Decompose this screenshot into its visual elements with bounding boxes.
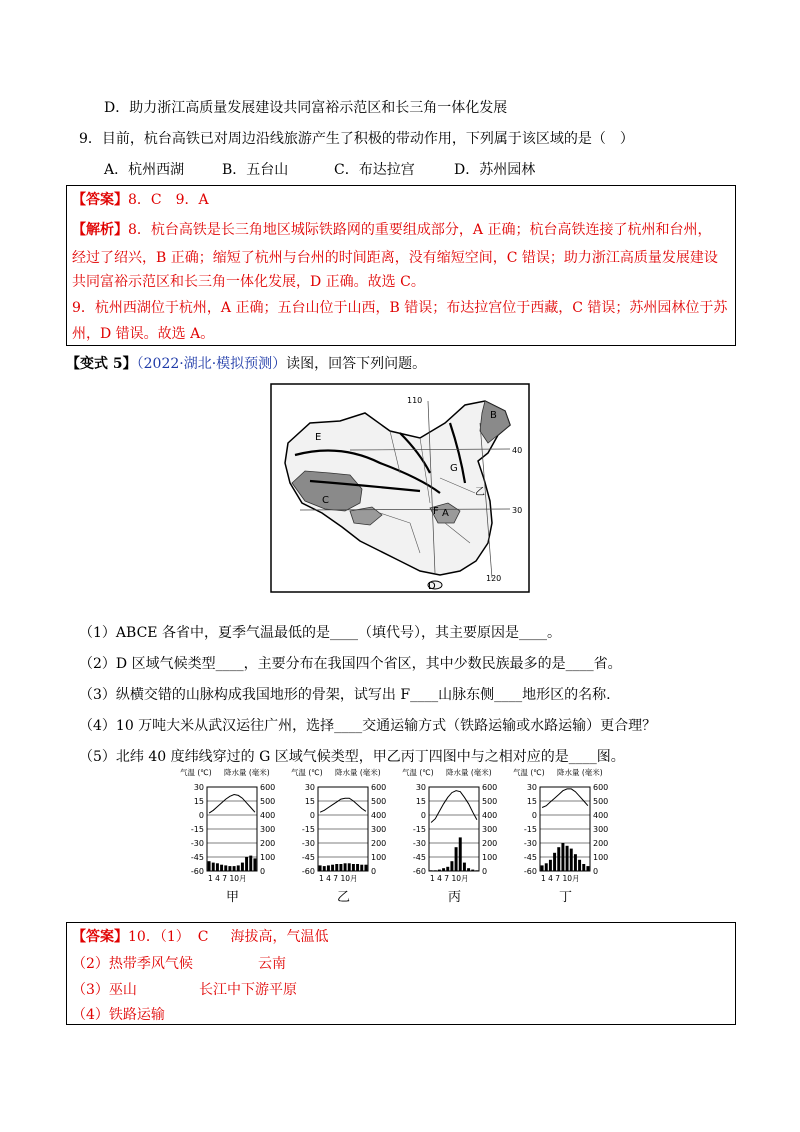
map-label-lat30: 30	[512, 506, 523, 515]
variant-prompt: 读图，回答下列问题。	[286, 356, 427, 372]
precip-bar	[327, 865, 330, 871]
month-tick-label: 1 4 7 10月	[319, 874, 358, 883]
precip-tick-label: 100	[260, 853, 276, 862]
precip-tick-label: 100	[593, 853, 609, 862]
precip-tick-label: 300	[371, 825, 387, 834]
precip-tick-label: 400	[371, 811, 387, 820]
precip-bar	[228, 866, 231, 871]
precip-bar	[475, 870, 478, 871]
precip-bar	[578, 860, 581, 871]
temp-axis-header: 气温 (℃)	[402, 768, 434, 777]
temp-tick-label: 30	[193, 783, 204, 792]
precip-bar	[463, 863, 466, 871]
analysis-line-4: 9．杭州西湖位于杭州，A 正确；五台山位于山西，B 错误；布达拉宫位于西藏，C 错误；苏州园林位于苏	[72, 300, 728, 316]
chart-title: 丙	[448, 890, 462, 905]
precip-axis-header: 降水量 (毫米)	[557, 768, 603, 777]
precip-bar	[352, 864, 355, 871]
precip-axis-header: 降水量 (毫米)	[224, 768, 270, 777]
precip-bar	[220, 865, 223, 871]
precip-axis-header: 降水量 (毫米)	[335, 768, 381, 777]
temp-tick-label: 15	[415, 797, 426, 806]
precip-tick-label: 400	[260, 811, 276, 820]
precip-bar	[216, 863, 219, 871]
temp-axis-header: 气温 (℃)	[513, 768, 545, 777]
chart-title: 丁	[559, 890, 573, 905]
temp-line	[209, 795, 255, 814]
answer2-line-4: （4）铁路运输	[72, 1007, 165, 1023]
temp-tick-label: -15	[190, 825, 204, 834]
precip-bar	[446, 867, 449, 871]
precip-bar	[549, 860, 552, 871]
precip-bar	[566, 846, 569, 871]
temp-tick-label: -45	[301, 853, 315, 862]
temp-line	[431, 791, 477, 823]
variant-label: 【变式 5】	[66, 356, 137, 372]
chart-title: 甲	[226, 890, 240, 905]
precip-bar	[249, 856, 252, 871]
precip-bar	[442, 868, 445, 871]
analysis-line-2: 经过了绍兴，B 正确；缩短了杭州与台州的时间距离，没有缩短空间，C 错误；助力浙江高质量发展建设	[72, 250, 718, 266]
q9-option-a: A．杭州西湖	[104, 162, 185, 178]
temp-line	[320, 798, 366, 812]
temp-tick-label: -30	[523, 839, 537, 848]
precip-tick-label: 300	[593, 825, 609, 834]
map-label-c: C	[322, 495, 329, 506]
month-tick-label: 1 4 7 10月	[208, 874, 247, 883]
subquestion-5: （5）北纬 40 度纬线穿过的 G 区域气候类型，甲乙丙丁四图中与之相对应的是____图。	[79, 749, 625, 765]
analysis-line-5: 州，D 错误。故选 A。	[72, 326, 215, 342]
temp-tick-label: 15	[304, 797, 315, 806]
precip-bar	[430, 870, 433, 871]
temp-tick-label: -30	[190, 839, 204, 848]
precip-bar	[574, 854, 577, 871]
temp-line	[542, 789, 588, 808]
answer2-line-1	[72, 928, 328, 946]
precip-tick-label: 200	[593, 839, 609, 848]
temp-tick-label: -60	[301, 867, 315, 876]
precip-bar	[339, 864, 342, 871]
temp-tick-label: -45	[523, 853, 537, 862]
precip-bar	[331, 865, 334, 871]
precip-tick-label: 300	[482, 825, 498, 834]
temp-tick-label: 30	[526, 783, 537, 792]
temp-tick-label: 0	[309, 811, 315, 820]
precip-bar	[319, 865, 322, 871]
precip-axis-header: 降水量 (毫米)	[446, 768, 492, 777]
precip-bar	[557, 847, 560, 871]
answer-line-1	[72, 191, 209, 209]
temp-tick-label: -30	[412, 839, 426, 848]
precip-tick-label: 500	[260, 797, 276, 806]
map-label-g: G	[450, 463, 458, 474]
precip-tick-label: 0	[482, 867, 488, 876]
precip-bar	[455, 847, 458, 871]
climate-chart-2	[402, 766, 506, 906]
temp-tick-label: 15	[193, 797, 204, 806]
climate-chart-1	[291, 766, 395, 906]
answer2-reason: 海拔高，气温低	[230, 929, 329, 945]
temp-tick-label: 15	[526, 797, 537, 806]
temp-tick-label: -45	[190, 853, 204, 862]
temp-tick-label: 30	[415, 783, 426, 792]
precip-bar	[323, 866, 326, 871]
precip-bar	[553, 853, 556, 871]
precip-tick-label: 0	[593, 867, 599, 876]
precip-bar	[335, 864, 338, 871]
precip-bar	[434, 870, 437, 871]
subquestion-3: （3）纵横交错的山脉构成我国地形的骨架，试写出 F____山脉东侧____地形区的名称.	[79, 687, 611, 703]
map-label-lon120: 120	[486, 574, 502, 583]
analysis-line-3: 共同富裕示范区和长三角一体化发展，D 正确。故选 C。	[72, 274, 425, 290]
map-label-d: D	[428, 581, 436, 592]
answer2-line-3b: 长江中下游平原	[199, 982, 297, 998]
temp-tick-label: 0	[420, 811, 426, 820]
answer2-line-3a: （3）巫山	[72, 982, 137, 998]
precip-bar	[467, 868, 470, 871]
precip-bar	[224, 865, 227, 871]
precip-tick-label: 100	[482, 853, 498, 862]
precip-bar	[344, 863, 347, 871]
precip-bar	[471, 870, 474, 871]
variant-source: （2022·湖北·模拟预测）	[136, 356, 287, 372]
precip-bar	[233, 866, 236, 871]
chart-title: 乙	[337, 890, 351, 905]
temp-tick-label: 0	[531, 811, 537, 820]
precip-tick-label: 200	[482, 839, 498, 848]
precip-tick-label: 100	[371, 853, 387, 862]
precip-bar	[545, 863, 548, 871]
map-label-lon110: 110	[407, 396, 423, 405]
map-label-f: F	[433, 506, 439, 517]
precip-tick-label: 300	[260, 825, 276, 834]
temp-tick-label: 0	[198, 811, 204, 820]
q9-option-b: B．五台山	[222, 162, 289, 178]
analysis-line-1	[72, 221, 711, 239]
climate-chart-0	[180, 766, 284, 906]
q9-option-c: C．布达拉宫	[334, 162, 415, 178]
precip-tick-label: 500	[371, 797, 387, 806]
month-tick-label: 1 4 7 10月	[430, 874, 469, 883]
q9-option-d: D．苏州园林	[454, 162, 536, 178]
precip-bar	[245, 857, 248, 871]
map-label-lat40: 40	[512, 446, 523, 455]
subquestion-2: （2）D 区域气候类型____，主要分布在我国四个省区，其中少数民族最多的是____省。	[79, 656, 622, 672]
precip-bar	[360, 865, 363, 871]
variant-header	[66, 355, 426, 373]
precip-bar	[582, 864, 585, 871]
precip-tick-label: 500	[482, 797, 498, 806]
analysis-label: 【解析】	[72, 222, 128, 238]
precip-bar	[459, 837, 462, 871]
answer2-line-2b: 云南	[258, 956, 286, 972]
temp-tick-label: -15	[523, 825, 537, 834]
map-label-e: E	[315, 432, 322, 443]
temp-axis-header: 气温 (℃)	[180, 768, 212, 777]
map-label-yi: 乙	[475, 487, 485, 498]
option-d-text: D．助力浙江高质量发展建设共同富裕示范区和长三角一体化发展	[104, 100, 508, 116]
answer-values: 8．C 9．A	[128, 192, 209, 208]
precip-tick-label: 400	[593, 811, 609, 820]
precip-tick-label: 600	[371, 783, 387, 792]
question-9: 9．目前，杭台高铁已对周边沿线旅游产生了积极的带动作用，下列属于该区域的是（ ）	[79, 131, 634, 147]
precip-bar	[253, 858, 256, 871]
temp-tick-label: -60	[523, 867, 537, 876]
precip-bar	[438, 870, 441, 871]
precip-tick-label: 600	[593, 783, 609, 792]
climate-chart-3	[513, 766, 617, 906]
temp-axis-header: 气温 (℃)	[291, 768, 323, 777]
precip-bar	[356, 864, 359, 871]
precip-tick-label: 500	[593, 797, 609, 806]
climate-charts	[180, 766, 620, 906]
precip-tick-label: 200	[260, 839, 276, 848]
answer2-c: C	[197, 929, 209, 945]
analysis-text-1: 8．杭台高铁是长三角地区城际铁路网的重要组成部分，A 正确；杭台高铁连接了杭州和台州，	[128, 222, 712, 238]
precip-bar	[241, 863, 244, 871]
answer2-number: 10．（1）	[128, 929, 190, 945]
month-tick-label: 1 4 7 10月	[541, 874, 580, 883]
answer2-line-2a: （2）热带季风气候	[72, 956, 193, 972]
temp-tick-label: -60	[412, 867, 426, 876]
precip-tick-label: 400	[482, 811, 498, 820]
map-label-a: A	[442, 508, 449, 519]
precip-bar	[450, 861, 453, 871]
china-map	[270, 383, 530, 593]
answer2-label: 【答案】	[72, 929, 128, 945]
temp-tick-label: 30	[304, 783, 315, 792]
map-label-b: B	[490, 410, 497, 421]
temp-tick-label: -60	[190, 867, 204, 876]
temp-tick-label: -15	[301, 825, 315, 834]
precip-tick-label: 200	[371, 839, 387, 848]
precip-tick-label: 0	[260, 867, 266, 876]
precip-bar	[348, 863, 351, 871]
precip-bar	[212, 863, 215, 871]
temp-tick-label: -45	[412, 853, 426, 862]
precip-bar	[561, 843, 564, 871]
temp-tick-label: -30	[301, 839, 315, 848]
precip-bar	[541, 865, 544, 871]
temp-tick-label: -15	[412, 825, 426, 834]
answer-label: 【答案】	[72, 192, 128, 208]
subquestion-1: （1）ABCE 各省中，夏季气温最低的是____（填代号），其主要原因是____。	[79, 625, 561, 641]
precip-bar	[586, 866, 589, 871]
precip-bar	[570, 849, 573, 871]
precip-bar	[237, 865, 240, 871]
precip-tick-label: 600	[482, 783, 498, 792]
precip-tick-label: 600	[260, 783, 276, 792]
precip-tick-label: 0	[371, 867, 377, 876]
precip-bar	[364, 865, 367, 871]
precip-bar	[208, 861, 211, 871]
subquestion-4: （4）10 万吨大米从武汉运往广州，选择____交通运输方式（铁路运输或水路运输）更合理？	[79, 718, 657, 734]
